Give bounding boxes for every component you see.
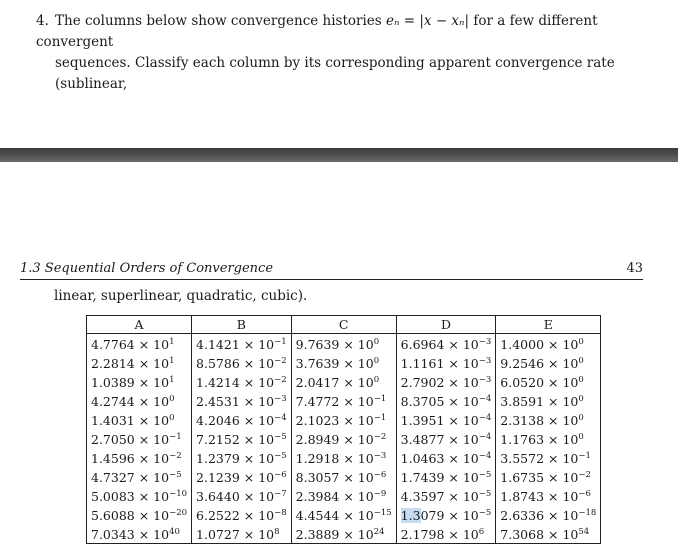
cell-exponent: 8 bbox=[274, 527, 280, 537]
cell-exponent: 1 bbox=[169, 356, 175, 366]
table-cell bbox=[496, 448, 601, 467]
table-cell bbox=[291, 448, 396, 467]
table-cell bbox=[396, 524, 496, 544]
table-cell bbox=[291, 524, 396, 544]
cell-mantissa: 9.7639 × 10 bbox=[295, 337, 374, 352]
table-row bbox=[87, 429, 601, 448]
cell-mantissa: 1.0727 × 10 bbox=[196, 527, 275, 542]
table-row bbox=[87, 334, 601, 354]
table-row bbox=[87, 486, 601, 505]
cell-exponent: −4 bbox=[478, 432, 492, 442]
cell-exponent: −6 bbox=[373, 470, 387, 480]
table-cell bbox=[192, 467, 292, 486]
cell-mantissa: 2.3889 × 10 bbox=[295, 527, 374, 542]
table-row bbox=[87, 353, 601, 372]
cell-exponent: 24 bbox=[373, 527, 385, 537]
table-cell bbox=[87, 391, 192, 410]
cell-exponent: −2 bbox=[578, 470, 591, 480]
cell-exponent: 1 bbox=[169, 375, 175, 385]
table-cell bbox=[396, 467, 496, 486]
table-cell bbox=[87, 372, 192, 391]
table-cell bbox=[396, 505, 496, 524]
cell-mantissa: 8.3705 × 10 bbox=[400, 394, 479, 409]
cell-mantissa: 6.2522 × 10 bbox=[196, 508, 275, 523]
cell-exponent: −1 bbox=[373, 413, 387, 423]
table-row bbox=[87, 410, 601, 429]
cell-exponent: 0 bbox=[578, 356, 584, 366]
column-header-a: A bbox=[87, 316, 192, 334]
table-cell bbox=[396, 353, 496, 372]
cell-exponent: −5 bbox=[274, 451, 287, 461]
cell-exponent: −7 bbox=[274, 489, 287, 499]
error-formula: eₙ = |x − xₙ| bbox=[386, 13, 470, 29]
cell-mantissa: 1.4214 × 10 bbox=[196, 375, 275, 390]
cell-mantissa: 4.2744 × 10 bbox=[91, 394, 170, 409]
cell-exponent: −4 bbox=[478, 394, 492, 404]
cell-mantissa: 7.3068 × 10 bbox=[500, 527, 579, 542]
table-cell bbox=[87, 353, 192, 372]
table-row bbox=[87, 448, 601, 467]
cell-mantissa: 4.4544 × 10 bbox=[295, 508, 374, 523]
cell-exponent: −4 bbox=[478, 451, 492, 461]
cell-mantissa: 1.4596 × 10 bbox=[91, 451, 170, 466]
table-row bbox=[87, 391, 601, 410]
cell-exponent: 0 bbox=[578, 337, 584, 347]
cell-exponent: −9 bbox=[373, 489, 387, 499]
cell-mantissa: 1.2918 × 10 bbox=[295, 451, 374, 466]
table-cell bbox=[496, 429, 601, 448]
table-cell bbox=[496, 524, 601, 544]
table-cell bbox=[291, 353, 396, 372]
table-cell bbox=[396, 448, 496, 467]
table-cell bbox=[396, 486, 496, 505]
table-cell bbox=[192, 391, 292, 410]
cell-mantissa: 1.1763 × 10 bbox=[500, 432, 579, 447]
cell-mantissa: 3.7639 × 10 bbox=[295, 356, 374, 371]
table-cell bbox=[291, 372, 396, 391]
cell-mantissa: 8.3057 × 10 bbox=[295, 470, 374, 485]
cell-exponent: −3 bbox=[274, 394, 287, 404]
cell-exponent: −4 bbox=[478, 413, 492, 423]
cell-mantissa: 4.1421 × 10 bbox=[196, 337, 275, 352]
cell-exponent: −5 bbox=[478, 470, 492, 480]
cell-exponent: −6 bbox=[274, 470, 287, 480]
cell-mantissa: 2.7050 × 10 bbox=[91, 432, 170, 447]
cell-mantissa: 2.8949 × 10 bbox=[295, 432, 374, 447]
table-row bbox=[87, 467, 601, 486]
table-cell bbox=[87, 505, 192, 524]
table-cell bbox=[192, 410, 292, 429]
text-highlight: 1.3 bbox=[400, 508, 421, 523]
cell-mantissa: 3.4877 × 10 bbox=[400, 432, 479, 447]
cell-mantissa: 7.2152 × 10 bbox=[196, 432, 275, 447]
cell-mantissa: 4.7764 × 10 bbox=[91, 337, 170, 352]
table-cell bbox=[291, 505, 396, 524]
page-break-bar bbox=[0, 148, 678, 162]
cell-exponent: 0 bbox=[373, 375, 380, 385]
table-cell bbox=[192, 429, 292, 448]
cell-exponent: −15 bbox=[373, 508, 392, 518]
cell-exponent: −20 bbox=[169, 508, 188, 518]
table-cell bbox=[496, 353, 601, 372]
cell-mantissa: 2.3138 × 10 bbox=[500, 413, 579, 428]
cell-exponent: −2 bbox=[274, 375, 287, 385]
cell-mantissa: 1.2379 × 10 bbox=[196, 451, 275, 466]
cell-mantissa: 3.5572 × 10 bbox=[500, 451, 579, 466]
cell-mantissa: 6.0520 × 10 bbox=[500, 375, 579, 390]
cell-mantissa: 3.6440 × 10 bbox=[196, 489, 275, 504]
table-body bbox=[87, 334, 601, 544]
cell-mantissa: 9.2546 × 10 bbox=[500, 356, 579, 371]
cell-mantissa: 1.4031 × 10 bbox=[91, 413, 170, 428]
table-cell bbox=[496, 467, 601, 486]
cell-exponent: 0 bbox=[578, 413, 584, 423]
cell-mantissa: 4.2046 × 10 bbox=[196, 413, 275, 428]
problem-number: 4. bbox=[36, 13, 49, 29]
cell-exponent: 0 bbox=[373, 337, 380, 347]
table-cell bbox=[496, 372, 601, 391]
cell-exponent: 0 bbox=[169, 394, 175, 404]
cell-mantissa: 4.7327 × 10 bbox=[91, 470, 170, 485]
cell-exponent: 0 bbox=[373, 356, 380, 366]
table-cell bbox=[192, 353, 292, 372]
cell-exponent: −8 bbox=[274, 508, 287, 518]
table-cell bbox=[496, 410, 601, 429]
cell-exponent: 40 bbox=[169, 527, 180, 537]
table-cell bbox=[87, 486, 192, 505]
cell-mantissa: 1.3951 × 10 bbox=[400, 413, 479, 428]
table-cell bbox=[87, 334, 192, 354]
convergence-table bbox=[86, 315, 601, 544]
table-header-row bbox=[87, 316, 601, 334]
cell-mantissa: 1.7439 × 10 bbox=[400, 470, 479, 485]
cell-mantissa: 7.0343 × 10 bbox=[91, 527, 170, 542]
column-header-e: E bbox=[496, 316, 601, 334]
column-header-d: D bbox=[396, 316, 496, 334]
cell-exponent: −1 bbox=[373, 394, 387, 404]
cell-exponent: −3 bbox=[478, 337, 492, 347]
cell-exponent: −1 bbox=[578, 451, 591, 461]
problem-line-2: sequences. Classify each column by its corresponding apparent convergence rate (sublinear, bbox=[55, 55, 615, 92]
problem-line-1 bbox=[36, 11, 646, 53]
cell-exponent: 0 bbox=[578, 432, 584, 442]
cell-exponent: −1 bbox=[274, 337, 287, 347]
cell-exponent: 6 bbox=[478, 527, 485, 537]
cell-exponent: −5 bbox=[274, 432, 287, 442]
table-cell bbox=[87, 467, 192, 486]
table-row bbox=[87, 505, 601, 524]
table-cell bbox=[291, 429, 396, 448]
table-cell bbox=[192, 448, 292, 467]
cell-exponent: −4 bbox=[274, 413, 287, 423]
section-title: 1.3 Sequential Orders of Convergence bbox=[20, 261, 274, 276]
cell-mantissa: 2.4531 × 10 bbox=[196, 394, 275, 409]
table-cell bbox=[192, 372, 292, 391]
cell-exponent: 0 bbox=[578, 375, 584, 385]
cell-exponent: −10 bbox=[169, 489, 188, 499]
table-cell bbox=[291, 486, 396, 505]
table-cell bbox=[87, 448, 192, 467]
cell-exponent: −5 bbox=[169, 470, 182, 480]
column-header-b: B bbox=[192, 316, 292, 334]
table-cell bbox=[192, 334, 292, 354]
cell-mantissa: 2.0417 × 10 bbox=[295, 375, 374, 390]
cell-exponent: −2 bbox=[169, 451, 182, 461]
problem-text-before: The columns below show convergence histories bbox=[55, 13, 382, 29]
table-cell bbox=[496, 391, 601, 410]
cell-mantissa: 1.3079 × 10 bbox=[400, 508, 479, 523]
cell-exponent: −6 bbox=[578, 489, 591, 499]
cell-exponent: −3 bbox=[478, 356, 492, 366]
page-number: 43 bbox=[626, 261, 643, 276]
cell-mantissa: 8.5786 × 10 bbox=[196, 356, 275, 371]
cell-mantissa: 6.6964 × 10 bbox=[400, 337, 479, 352]
cell-mantissa: 2.1023 × 10 bbox=[295, 413, 374, 428]
table-cell bbox=[291, 410, 396, 429]
cell-mantissa: 2.2814 × 10 bbox=[91, 356, 170, 371]
cell-exponent: −5 bbox=[478, 508, 492, 518]
cell-exponent: −3 bbox=[373, 451, 387, 461]
problem-statement bbox=[36, 11, 646, 95]
cell-mantissa: 3.8591 × 10 bbox=[500, 394, 579, 409]
cell-exponent: −5 bbox=[478, 489, 492, 499]
table-cell bbox=[496, 334, 601, 354]
cell-mantissa: 1.0463 × 10 bbox=[400, 451, 479, 466]
table-row bbox=[87, 524, 601, 544]
table-cell bbox=[496, 505, 601, 524]
cell-mantissa: 7.4772 × 10 bbox=[295, 394, 374, 409]
table-row bbox=[87, 372, 601, 391]
table-cell bbox=[192, 524, 292, 544]
table-cell bbox=[87, 429, 192, 448]
table-cell bbox=[496, 486, 601, 505]
cell-mantissa: 4.3597 × 10 bbox=[400, 489, 479, 504]
cell-mantissa: 1.0389 × 10 bbox=[91, 375, 170, 390]
column-header-c: C bbox=[291, 316, 396, 334]
cell-mantissa: 1.1161 × 10 bbox=[400, 356, 479, 371]
cell-mantissa: 2.7902 × 10 bbox=[400, 375, 479, 390]
continuation-text: linear, superlinear, quadratic, cubic). bbox=[54, 288, 308, 304]
cell-exponent: 0 bbox=[169, 413, 175, 423]
cell-exponent: −18 bbox=[578, 508, 597, 518]
table-cell bbox=[87, 524, 192, 544]
cell-mantissa: 2.6336 × 10 bbox=[500, 508, 579, 523]
problem-text-after: for a few different convergent bbox=[36, 13, 598, 50]
table-cell bbox=[396, 410, 496, 429]
table-cell bbox=[396, 334, 496, 354]
cell-mantissa: 1.6735 × 10 bbox=[500, 470, 579, 485]
page-header bbox=[20, 261, 643, 280]
table-cell bbox=[396, 372, 496, 391]
table-cell bbox=[396, 429, 496, 448]
cell-mantissa: 5.0083 × 10 bbox=[91, 489, 170, 504]
cell-mantissa: 2.3984 × 10 bbox=[295, 489, 374, 504]
table-cell bbox=[291, 391, 396, 410]
table-cell bbox=[192, 505, 292, 524]
table-cell bbox=[291, 467, 396, 486]
cell-exponent: 1 bbox=[169, 337, 175, 347]
cell-exponent: 54 bbox=[578, 527, 590, 537]
cell-exponent: −2 bbox=[373, 432, 387, 442]
table-cell bbox=[291, 334, 396, 354]
cell-mantissa: 1.8743 × 10 bbox=[500, 489, 579, 504]
cell-mantissa: 2.1239 × 10 bbox=[196, 470, 275, 485]
table-cell bbox=[192, 486, 292, 505]
cell-exponent: −1 bbox=[169, 432, 182, 442]
cell-exponent: 0 bbox=[578, 394, 584, 404]
table-cell bbox=[87, 410, 192, 429]
cell-mantissa: 1.4000 × 10 bbox=[500, 337, 579, 352]
cell-exponent: −3 bbox=[478, 375, 492, 385]
cell-mantissa: 2.1798 × 10 bbox=[400, 527, 479, 542]
cell-mantissa: 5.6088 × 10 bbox=[91, 508, 170, 523]
table-cell bbox=[396, 391, 496, 410]
cell-exponent: −2 bbox=[274, 356, 287, 366]
